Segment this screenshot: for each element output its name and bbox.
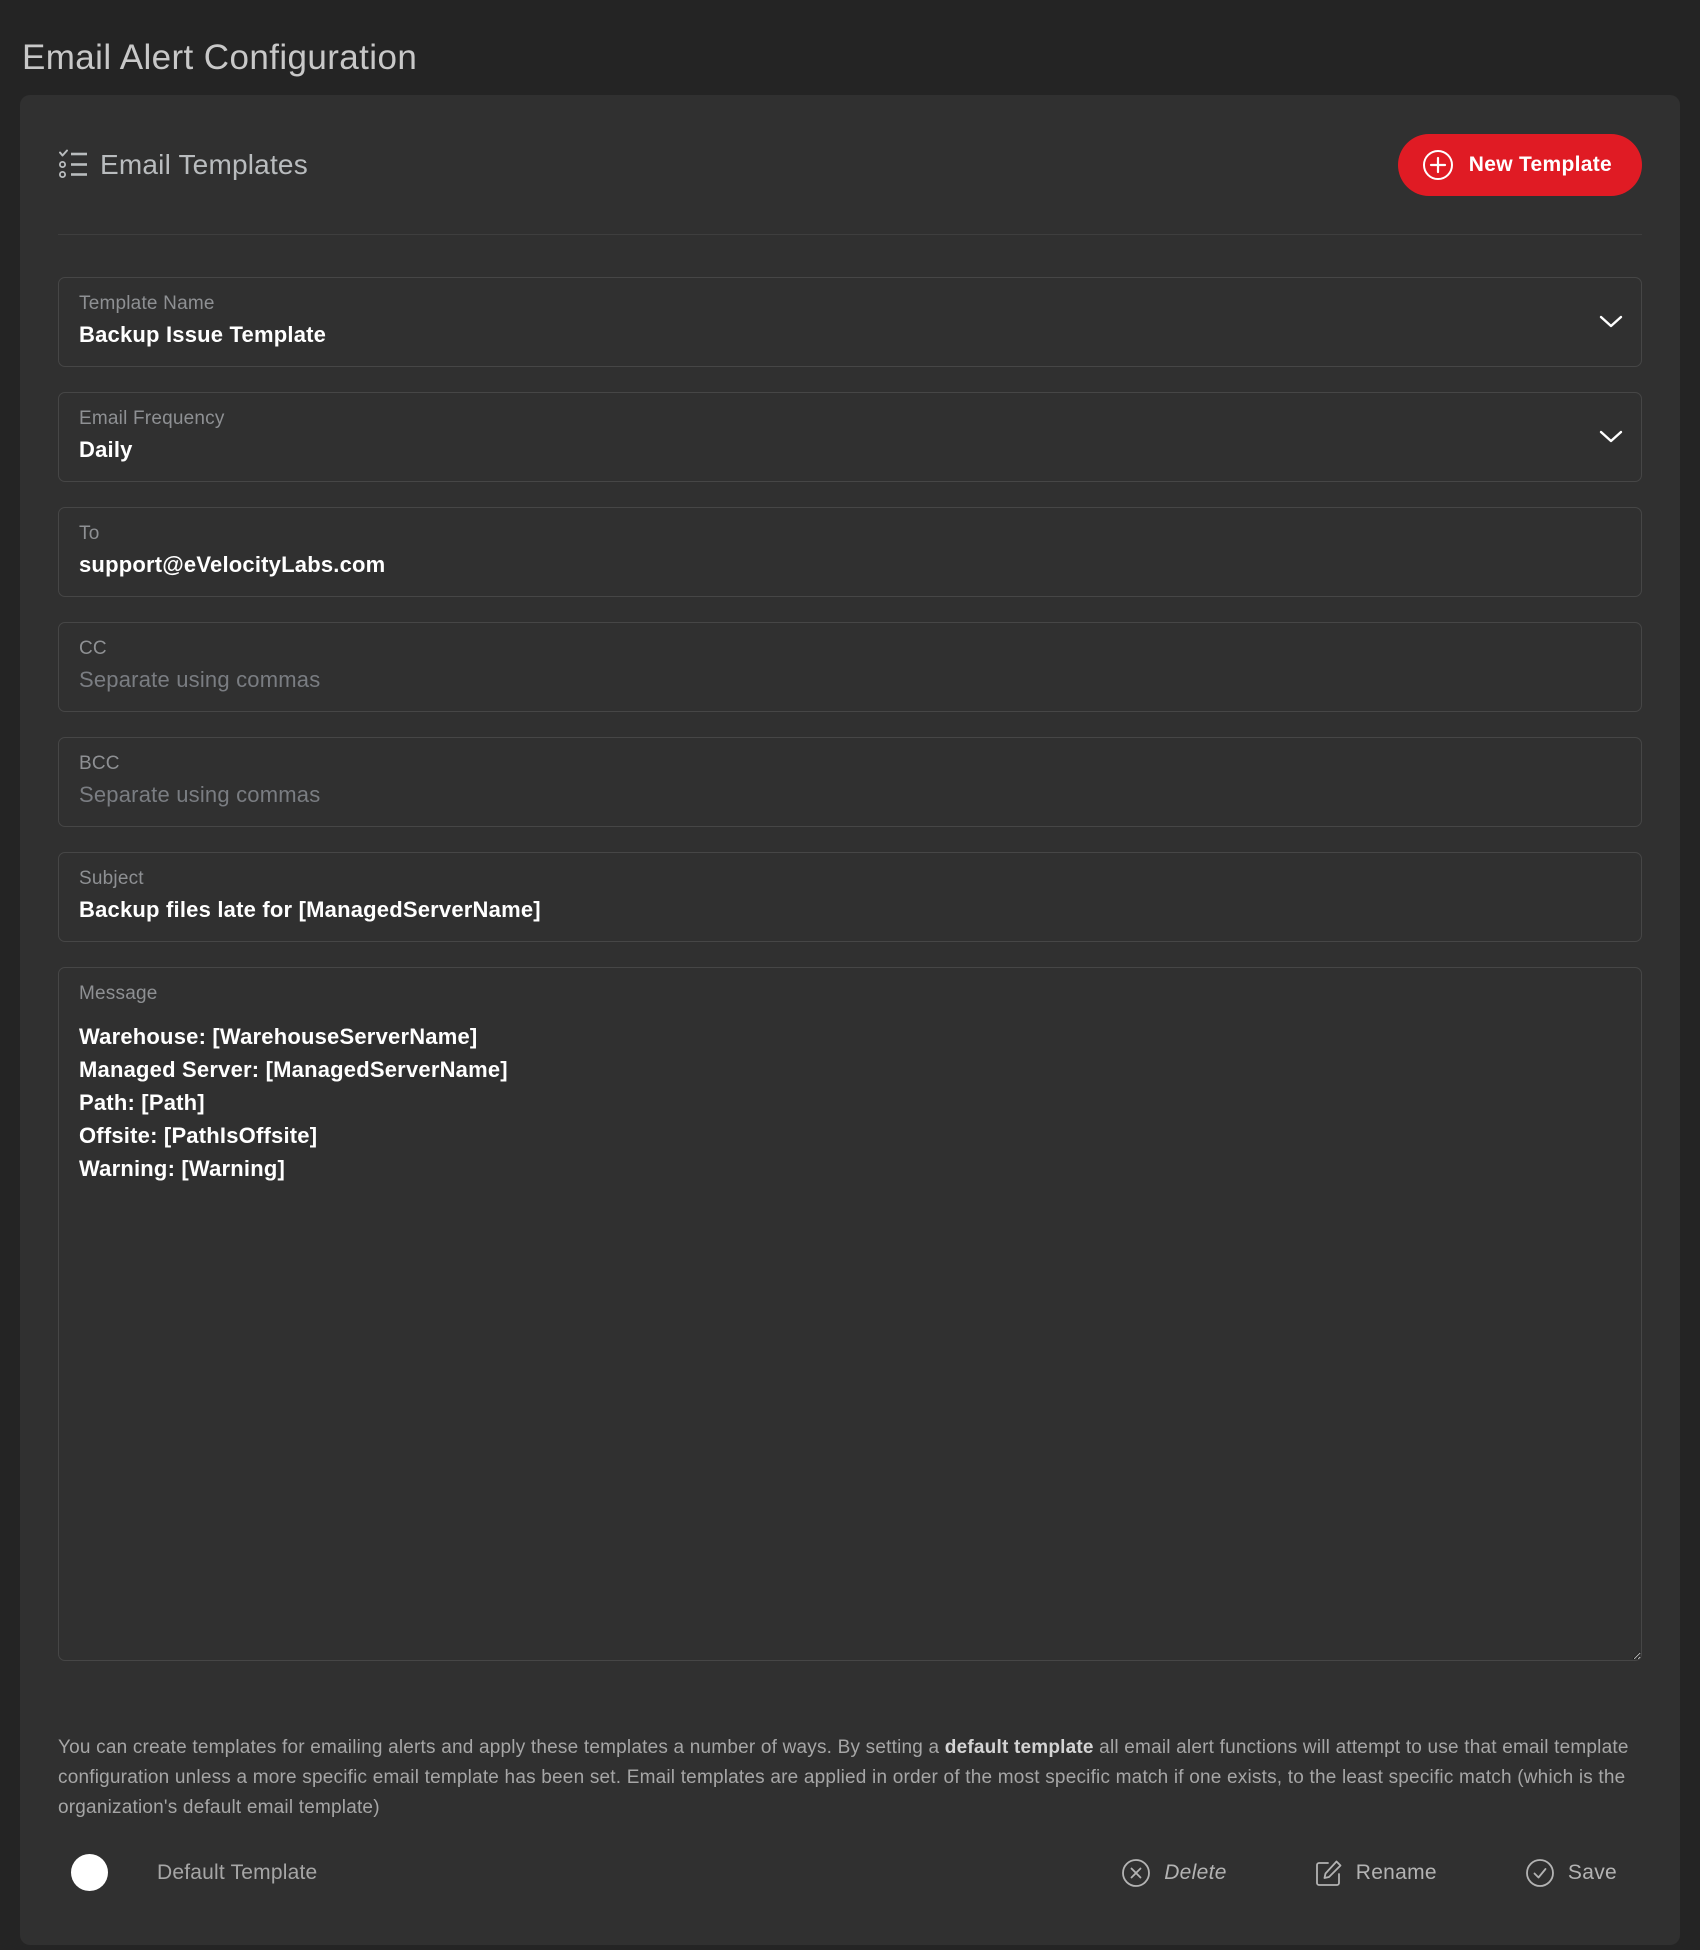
footer-actions [1121, 1858, 1617, 1888]
page-title: Email Alert Configuration [22, 38, 418, 78]
toggle-switch[interactable] [72, 1857, 136, 1888]
help-text-part1: You can create templates for emailing alerts and apply these templates a number of ways. By setting a [58, 1737, 945, 1758]
help-text [58, 1733, 1642, 1823]
default-template-label: Default Template [157, 1860, 318, 1884]
email-frequency-select[interactable] [58, 392, 1642, 482]
email-frequency-value: Daily [79, 436, 133, 462]
cc-label: CC [79, 638, 107, 659]
rename-label: Rename [1355, 1860, 1437, 1884]
toggle-knob [71, 1854, 108, 1891]
to-field-group [58, 507, 1642, 597]
email-templates-card [20, 95, 1680, 1945]
email-frequency-label: Email Frequency [79, 408, 225, 429]
subject-input[interactable] [79, 897, 1585, 923]
card-title: Email Templates [100, 148, 308, 180]
template-name-label: Template Name [79, 293, 215, 314]
new-template-label: New Template [1468, 152, 1612, 176]
chevron-down-icon [1599, 430, 1623, 444]
delete-label: Delete [1164, 1860, 1227, 1884]
new-template-button[interactable] [1398, 134, 1642, 196]
task-list-icon [58, 149, 89, 180]
default-template-toggle[interactable] [72, 1857, 317, 1888]
plus-circle-icon [1422, 149, 1454, 181]
to-label: To [79, 523, 100, 544]
cc-input[interactable] [79, 667, 1585, 693]
delete-button[interactable] [1121, 1858, 1227, 1888]
template-name-value: Backup Issue Template [79, 321, 327, 347]
help-text-bold: default template [944, 1737, 1094, 1758]
card-footer [58, 1857, 1642, 1888]
card-header-left [58, 149, 308, 181]
help-text-part2: all email alert functions will attempt to use that email template configuration unless a more specific email template has been set. Email templates are applied in order of the most specific match if one exists, to the least specific match (which is the organization's default email template) [58, 1737, 1629, 1818]
message-field-group [58, 967, 1642, 1661]
card-header [58, 95, 1642, 235]
subject-field-group [58, 852, 1642, 942]
x-circle-icon [1121, 1858, 1151, 1888]
save-button[interactable] [1525, 1858, 1617, 1888]
bcc-label: BCC [79, 753, 120, 774]
bcc-field-group [58, 737, 1642, 827]
save-label: Save [1567, 1860, 1617, 1884]
chevron-down-icon [1599, 315, 1623, 329]
cc-field-group [58, 622, 1642, 712]
to-input[interactable] [79, 552, 1585, 578]
message-label: Message [79, 983, 158, 1004]
bcc-input[interactable] [79, 782, 1585, 808]
check-circle-icon [1525, 1858, 1555, 1888]
message-textarea[interactable] [59, 968, 1641, 1660]
template-name-select[interactable] [58, 277, 1642, 367]
template-form [58, 277, 1642, 1661]
subject-label: Subject [79, 868, 144, 889]
pencil-square-icon [1315, 1859, 1343, 1887]
rename-button[interactable] [1315, 1859, 1437, 1887]
